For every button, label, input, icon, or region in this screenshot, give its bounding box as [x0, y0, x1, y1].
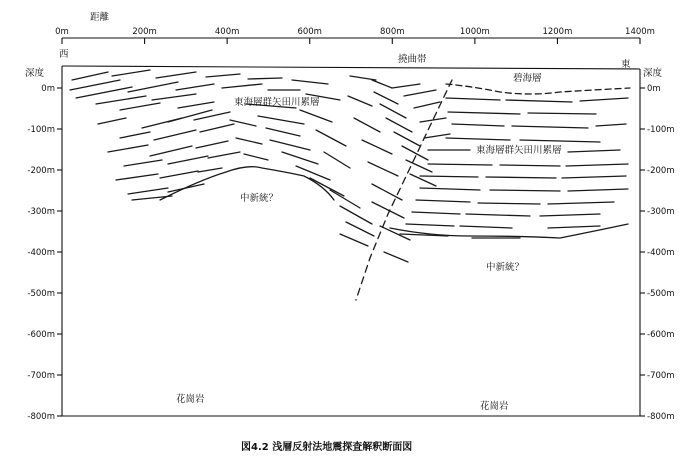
depth-tick-label-right: -800m: [647, 412, 675, 422]
depth-tick-label-right: -300m: [647, 207, 675, 217]
reflectors-flexure: [372, 80, 450, 186]
distance-tick-label: 1400m: [625, 27, 655, 37]
distance-tick-label: 200m: [132, 27, 157, 37]
reflectors-east: [400, 98, 628, 238]
distance-tick-label: 1200m: [542, 27, 573, 37]
depth-tick-label-left: -400m: [27, 248, 55, 258]
depth-tick-label-left: -800m: [27, 412, 55, 422]
depth-tick-label-right: 0m: [647, 84, 661, 94]
distance-tick-label: 0m: [55, 27, 69, 37]
hekikai-label: 碧海層: [513, 73, 542, 84]
depth-tick-label-left: -100m: [27, 125, 55, 135]
distance-tick-label: 600m: [297, 27, 322, 37]
depth-tick-label-left: 0m: [41, 84, 55, 94]
depth-tick-label-left: -200m: [27, 166, 55, 176]
distance-tick-label: 400m: [214, 27, 240, 37]
distance-tick-label: 800m: [380, 27, 405, 37]
yatagawa-west-label: 東海層群矢田川累層: [234, 97, 320, 108]
section-frame: [62, 66, 640, 416]
depth-tick-label-right: -200m: [647, 166, 675, 176]
distance-tick-label: 1000m: [459, 27, 490, 37]
depth-tick-label-right: -100m: [647, 125, 675, 135]
distance-axis-title: 距離: [90, 12, 110, 23]
depth-tick-label-right: -400m: [647, 248, 675, 258]
depth-axis-title-right: 深度: [643, 68, 663, 79]
east-label: 東: [621, 59, 631, 70]
figure-caption: 図4.2 浅層反射法地震探査解釈断面図: [241, 442, 413, 453]
depth-axis-left: [27, 84, 62, 422]
west-label: 西: [59, 49, 69, 60]
depth-tick-label-left: -600m: [27, 330, 55, 340]
depth-tick-label-right: -700m: [647, 371, 675, 381]
depth-tick-label-right: -600m: [647, 330, 675, 340]
distance-axis: [55, 27, 655, 44]
depth-tick-label-left: -500m: [27, 289, 55, 299]
flexure-zone-label: 撓曲帯: [398, 54, 427, 65]
granite-west-label: 花崗岩: [176, 394, 205, 405]
depth-axis-title-left: 深度: [25, 68, 45, 79]
miocene-west-label: 中新統？: [240, 193, 279, 204]
yatagawa-east-label: 東海層群矢田川累層: [476, 145, 562, 156]
miocene-east-label: 中新統？: [486, 262, 525, 273]
depth-tick-label-right: -500m: [647, 289, 675, 299]
depth-tick-label-left: -300m: [27, 207, 55, 217]
depth-tick-label-left: -700m: [27, 371, 55, 381]
depth-axis-right: [640, 84, 675, 422]
granite-east-label: 花崗岩: [480, 401, 509, 412]
